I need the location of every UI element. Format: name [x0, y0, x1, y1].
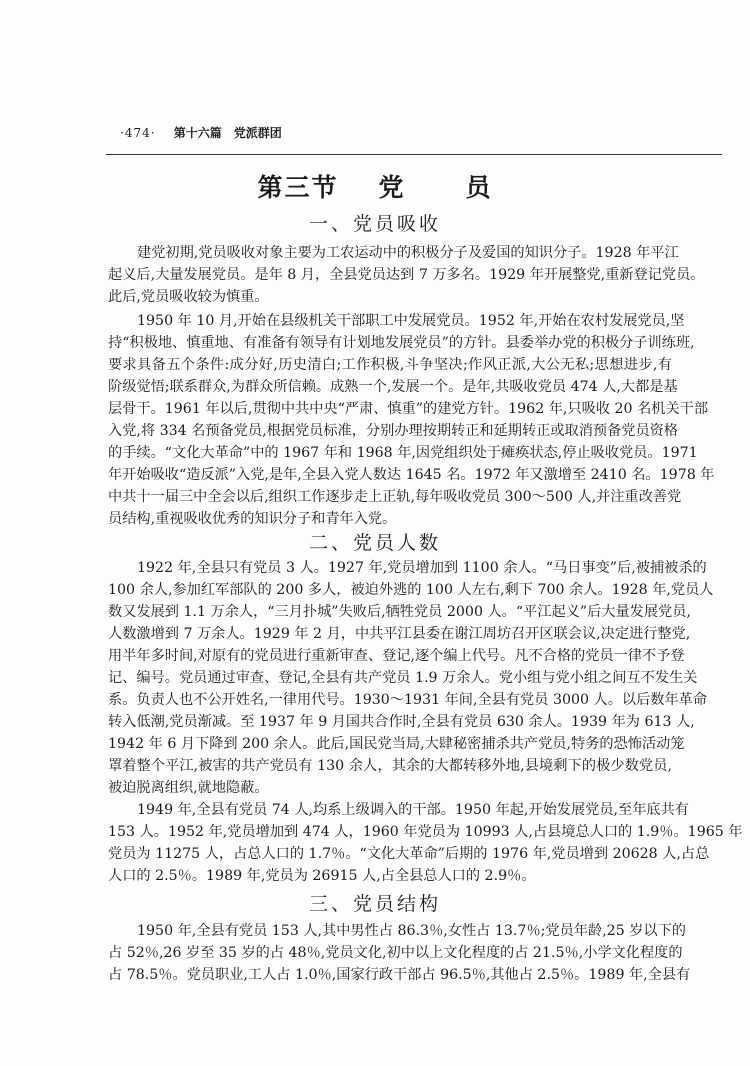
title-char-2: 员 [465, 173, 493, 202]
text-line: 党员为 11275 人，占总人口的 1.7％。“文化大革命”后期的 1976 年,党员增到 20628 人,占总 [108, 846, 710, 862]
paragraph [108, 799, 743, 887]
text-line: 阶级觉悟;联系群众,为群众所信赖。成熟一个,发展一个。是年,共吸收党员 474 人,大都是基 [108, 379, 678, 395]
subsection-heading: 一、党员吸收 [308, 213, 441, 235]
text-line: 员结构,重视吸收优秀的知识分子和青年入党。 [108, 511, 397, 527]
text-line: 此后,党员吸收较为慎重。 [108, 289, 269, 305]
text-line: 153 人。1952 年,党员增加到 474 人，1960 年党员为 10993 人,占县境总人口的 1.9％。1965 年 [108, 824, 743, 840]
text-line: 年开始吸收“造反派”入党,是年,全县入党人数达 1645 名。1972 年又激增至 2410 名。1978 年 [108, 467, 715, 483]
text-line: 中共十一届三中全会以后,组织工作逐步走上正轨,每年吸收党员 300～500 人,并注重改善党 [108, 489, 682, 505]
text-line: 转入低潮,党员渐减。至 1937 年 9 月国共合作时,全县有党员 630 余人。1939 年为 613 人, [108, 714, 695, 730]
text-line: 罩着整个平江,被害的共产党员有 130 余人，其余的大都转移外地,县境剩下的极少数党员, [108, 758, 672, 774]
text-line: 建党初期,党员吸收对象主要为工农运动中的积极分子及爱国的知识分子。1928 年平江 [137, 245, 679, 261]
text-line: 层骨干。1961 年以后,贯彻中共中央“严肃、慎重”的建党方针。1962 年,只吸收 20 名机关干部 [108, 401, 709, 417]
title-char-1: 党 [378, 173, 406, 202]
text-line: 100 余人,参加红军部队的 200 多人，被迫外逃的 100 人左右,剩下 700 余人。1928 年,党员人 [108, 582, 714, 598]
text-line: 人数激增到 7 万余人。1929 年 2 月，中共平江县委在谢江周坊召开区联会议,决定进行整党, [108, 626, 691, 642]
subsection-heading: 二、党员人数 [308, 532, 441, 554]
text-line: 1942 年 6 月下降到 200 余人。此后,国民党当局,大肆秘密捕杀共产党员,特务的恐怖活动笼 [108, 736, 685, 752]
text-line: 1922 年,全县只有党员 3 人。1927 年,党员增加到 1100 余人。“马日事变”后,被捕被杀的 [137, 560, 707, 576]
section-title [0, 173, 750, 203]
text-line: 1950 年,全县有党员 153 人,其中男性占 86.3％,女性占 13.7％;党员年龄,25 岁以下的 [137, 923, 686, 939]
paragraph [108, 242, 705, 308]
section-number: 第三节 [257, 173, 339, 202]
text-line: 占 52％,26 岁至 35 岁的占 48％,党员文化,初中以上文化程度的占 21.5％,小学文化程度的 [108, 945, 683, 961]
chapter-title: 第十六篇 党派群团 [173, 126, 282, 140]
text-line: 记、编号。党员通过审查、登记,全县有共产党员 1.9 万余人。党小组与党小组之间互不发生关 [108, 670, 698, 686]
text-line: 入党,将 334 名预备党员,根据党员标准，分别办理按期转正和延期转正或取消预备党员资格 [108, 423, 679, 439]
paragraph [108, 557, 714, 799]
subsection-heading: 三、党员结构 [308, 893, 441, 915]
text-line: 用半年多时间,对原有的党员进行重新审查、登记,逐个编上代号。凡不合格的党员一律不予登 [108, 648, 685, 664]
text-line: 被迫脱离组织,就地隐蔽。 [108, 780, 269, 796]
text-line: 要求具备五个条件:成分好,历史清白;工作积极,斗争坚决;作风正派,大公无私;思想进步,有 [108, 357, 672, 373]
page-number: ·474· [120, 126, 156, 140]
text-line: 1949 年,全县有党员 74 人,均系上级调入的干部。1950 年起,开始发展党员,至年底共有 [137, 802, 689, 818]
text-line: 数又发展到 1.1 万余人，“三月扑城”失败后,牺牲党员 2000 人。“平江起义”后大量发展党员, [108, 604, 691, 620]
paragraph [108, 920, 691, 986]
running-header [120, 124, 282, 141]
paragraph [108, 310, 715, 530]
text-line: 持“积极地、慎重地、有准备有领导有计划地发展党员”的方针。县委举办党的积极分子训练班, [108, 335, 695, 351]
header-rule [106, 154, 722, 155]
text-line: 1950 年 10 月,开始在县级机关干部职工中发展党员。1952 年,开始在农村发展党员,坚 [137, 313, 685, 329]
text-line: 的手续。“文化大革命”中的 1967 年和 1968 年,因党组织处于瘫痪状态,停止吸收党员。1971 [108, 445, 698, 461]
text-line: 起义后,大量发展党员。是年 8 月，全县党员达到 7 万多名。1929 年开展整党,重新登记党员。 [108, 267, 705, 283]
text-line: 人口的 2.5％。1989 年,党员为 26915 人,占全县总人口的 2.9％。 [108, 868, 536, 884]
text-line: 占 78.5％。党员职业,工人占 1.0％,国家行政干部占 96.5％,其他占 2.5％。1989 年,全县有 [108, 967, 691, 983]
text-line: 系。负责人也不公开姓名,一律用代号。1930～1931 年间,全县有党员 3000 人。以后数年革命 [108, 692, 708, 708]
